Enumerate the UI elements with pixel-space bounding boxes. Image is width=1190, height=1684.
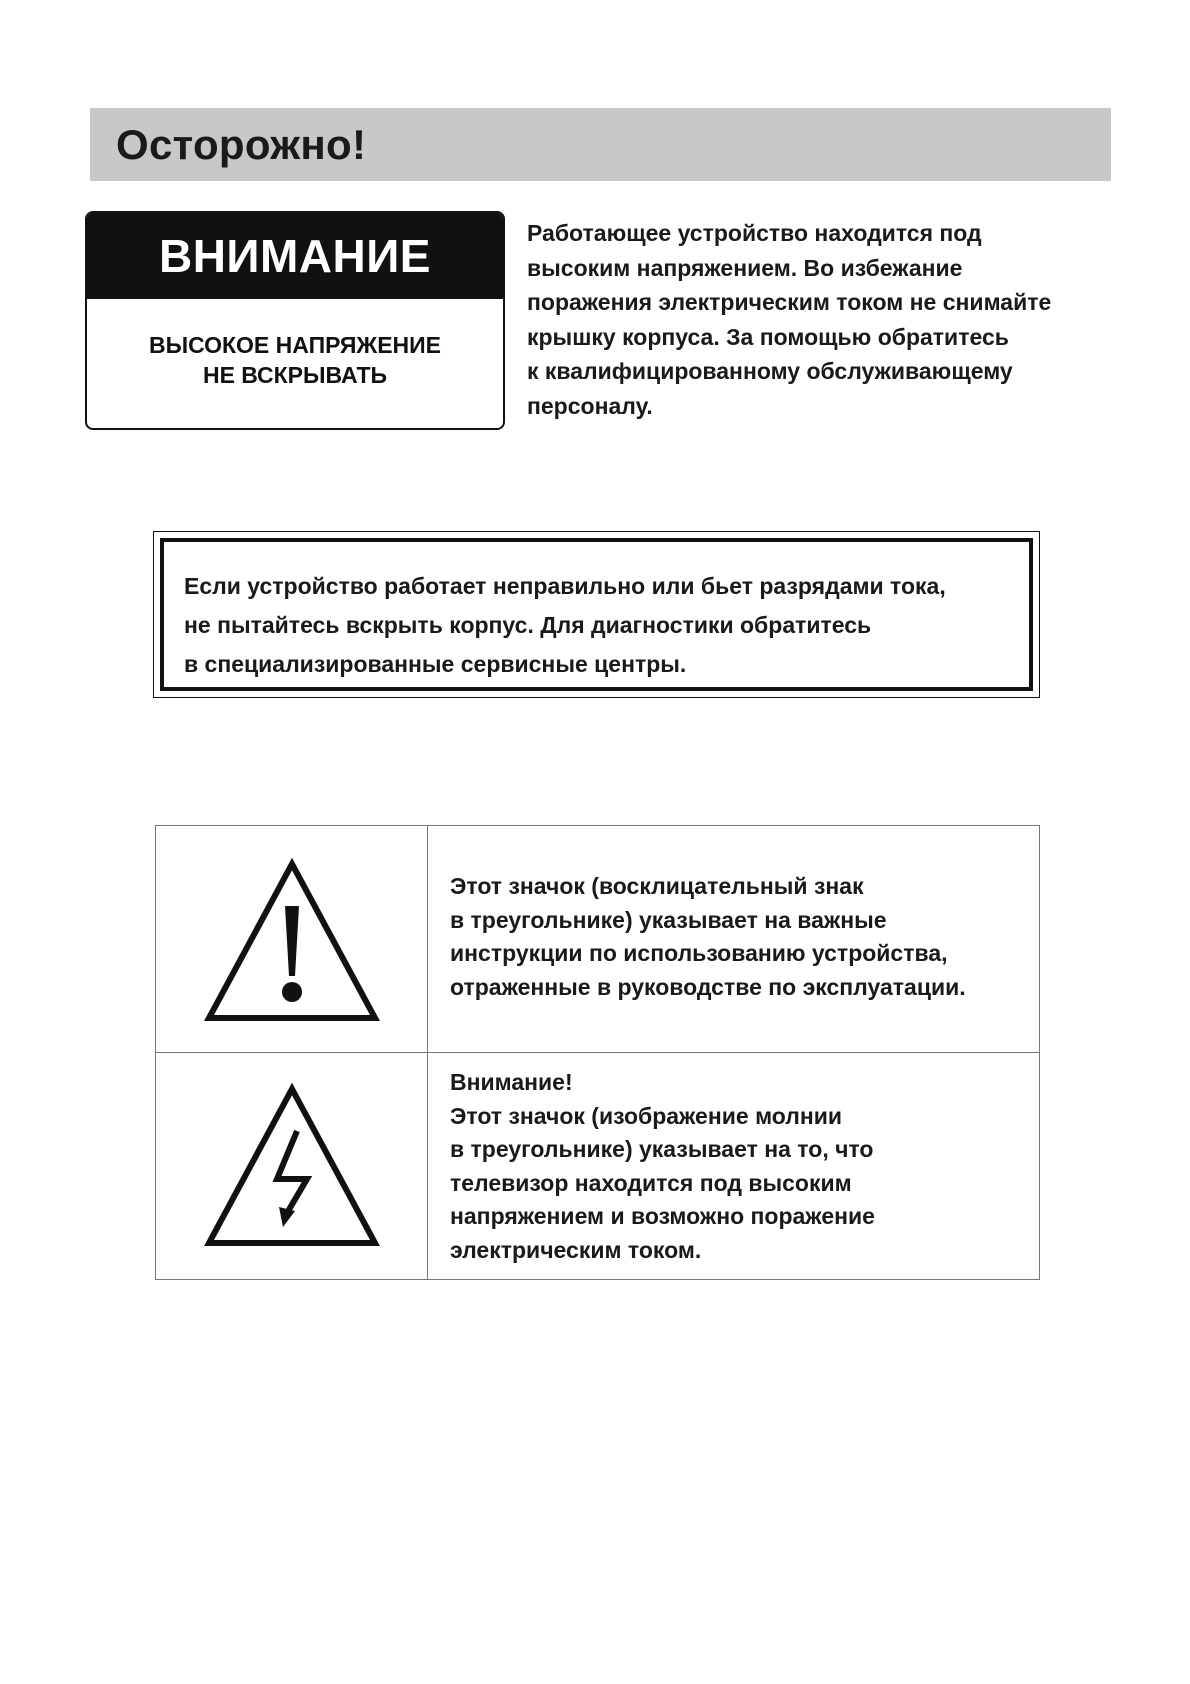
symbol-row-lightning [156,1053,1039,1279]
warning-label-line: НЕ ВСКРЫВАТЬ [202,361,388,388]
service-notice-text [160,538,1033,691]
symbol-row-exclamation [156,826,1039,1053]
description-line: Этот значок (восклицательный знак [450,873,864,899]
intro-paragraph [527,216,1127,423]
high-voltage-warning-label [85,211,505,430]
description-line: отраженные в руководстве по эксплуатации. [450,973,966,1000]
notice-line: Если устройство работает неправильно или бьет разрядами тока, [184,573,946,599]
page-title: Осторожно! [116,120,367,168]
lightning-triangle-icon [203,1083,381,1249]
warning-label-line: ВЫСОКОЕ НАПРЯЖЕНИЕ [148,331,442,358]
description-line: Внимание! [450,1069,573,1095]
description-line: в треугольнике) указывает на то, что [450,1136,874,1162]
symbol-cell [156,826,428,1052]
intro-line: к квалифицированному обслуживающему [527,358,1013,384]
intro-line: крышку корпуса. За помощью обратитесь [527,323,1009,350]
service-notice-box [153,531,1040,698]
description-line: Этот значок (изображение молнии [450,1102,843,1129]
warning-label-body [87,299,503,428]
lightning-symbol-description [450,1066,875,1267]
page-header [90,108,1111,181]
safety-symbols-table [155,825,1040,1280]
description-line: телевизор находится под высоким [450,1169,852,1196]
intro-line: Работающее устройство находится под [527,220,982,246]
intro-line: персоналу. [527,392,653,419]
symbol-description-cell [428,826,1039,1052]
description-line: в треугольнике) указывает на важные [450,906,887,933]
symbol-cell [156,1053,428,1279]
exclamation-symbol-description [450,870,966,1004]
notice-line: в специализированные сервисные центры. [184,651,687,677]
intro-line: поражения электрическим током не снимайте [527,289,1052,315]
symbol-description-cell [428,1053,1039,1279]
notice-line: не пытайтесь вскрыть корпус. Для диагностики обратитесь [184,612,872,638]
warning-label-heading: ВНИМАНИЕ [87,213,503,299]
description-line: инструкции по использованию устройства, [450,940,948,966]
description-line: электрическим током. [450,1236,702,1263]
intro-line: высоким напряжением. Во избежание [527,254,963,281]
exclamation-triangle-icon [203,858,381,1024]
description-line: напряжением и возможно поражение [450,1203,875,1229]
